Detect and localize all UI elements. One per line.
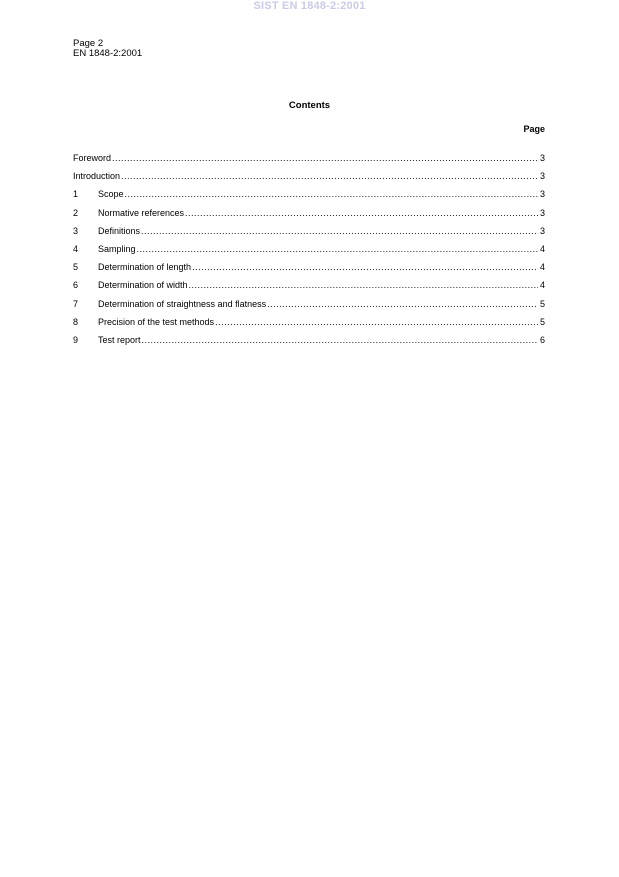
- toc-entry-number: 3: [73, 225, 79, 236]
- table-of-contents: [73, 152, 545, 352]
- toc-entry-introduction[interactable]: [73, 170, 545, 188]
- toc-entry-page: 5: [539, 298, 545, 309]
- toc-entry-title: Introduction: [73, 171, 121, 182]
- toc-entry-title: Determination of straightness and flatness: [98, 298, 267, 309]
- toc-entry-page: 4: [539, 280, 545, 291]
- toc-dot-leader: [185, 207, 538, 219]
- toc-entry-precision[interactable]: [73, 316, 545, 334]
- toc-entry-title: Test report: [98, 334, 141, 345]
- toc-entry-title: Precision of the test methods: [98, 316, 215, 327]
- toc-entry-title: Normative references: [98, 207, 185, 218]
- toc-entry-page: 3: [539, 225, 545, 236]
- toc-entry-normative-references[interactable]: [73, 207, 545, 225]
- toc-entry-page: 3: [539, 153, 545, 163]
- toc-entry-determination-of-length[interactable]: [73, 261, 545, 279]
- toc-dot-leader: [121, 170, 538, 182]
- toc-entry-page: 3: [539, 171, 545, 182]
- page-header: [73, 39, 142, 59]
- toc-entry-number: 9: [73, 334, 79, 345]
- toc-entry-number: 6: [73, 280, 79, 291]
- toc-entry-title: Determination of width: [98, 280, 188, 291]
- toc-entry-definitions[interactable]: [73, 225, 545, 243]
- toc-entry-page: 5: [539, 316, 545, 327]
- toc-dot-leader: [192, 261, 538, 273]
- toc-entry-number: 8: [73, 316, 79, 327]
- toc-entry-number: 2: [73, 207, 79, 218]
- toc-dot-leader: [189, 279, 538, 291]
- contents-title: Contents: [288, 100, 331, 111]
- toc-entry-page: 6: [539, 334, 545, 345]
- toc-entry-determination-of-width[interactable]: [73, 279, 545, 297]
- toc-entry-title: Scope: [98, 189, 124, 200]
- toc-entry-title: Foreword: [73, 153, 112, 163]
- toc-entry-number: 4: [73, 243, 79, 254]
- toc-entry-straightness-flatness[interactable]: [73, 298, 545, 316]
- toc-entry-test-report[interactable]: [73, 334, 545, 352]
- page-column-label: Page: [523, 124, 545, 134]
- toc-dot-leader: [141, 225, 538, 237]
- toc-entry-foreword[interactable]: [73, 152, 545, 170]
- toc-entry-page: 3: [539, 189, 545, 200]
- toc-entry-page: 4: [539, 243, 545, 254]
- toc-dot-leader: [125, 188, 538, 200]
- toc-entry-page: 4: [539, 262, 545, 273]
- toc-entry-title: Sampling: [98, 243, 136, 254]
- toc-entry-page: 3: [539, 207, 545, 218]
- toc-entry-title: Definitions: [98, 225, 141, 236]
- toc-entry-sampling[interactable]: [73, 243, 545, 261]
- toc-dot-leader: [215, 316, 538, 328]
- toc-dot-leader: [112, 152, 538, 164]
- toc-entry-number: 7: [73, 298, 79, 309]
- toc-entry-title: Determination of length: [98, 262, 192, 273]
- toc-entry-scope[interactable]: [73, 188, 545, 206]
- toc-entry-number: 1: [73, 189, 79, 200]
- watermark: SIST EN 1848-2:2001: [253, 0, 366, 12]
- standard-number: EN 1848-2:2001: [73, 48, 143, 59]
- page-number: Page 2: [73, 38, 104, 49]
- toc-entry-number: 5: [73, 262, 79, 273]
- toc-dot-leader: [137, 243, 538, 255]
- toc-dot-leader: [267, 298, 538, 310]
- toc-dot-leader: [142, 334, 538, 346]
